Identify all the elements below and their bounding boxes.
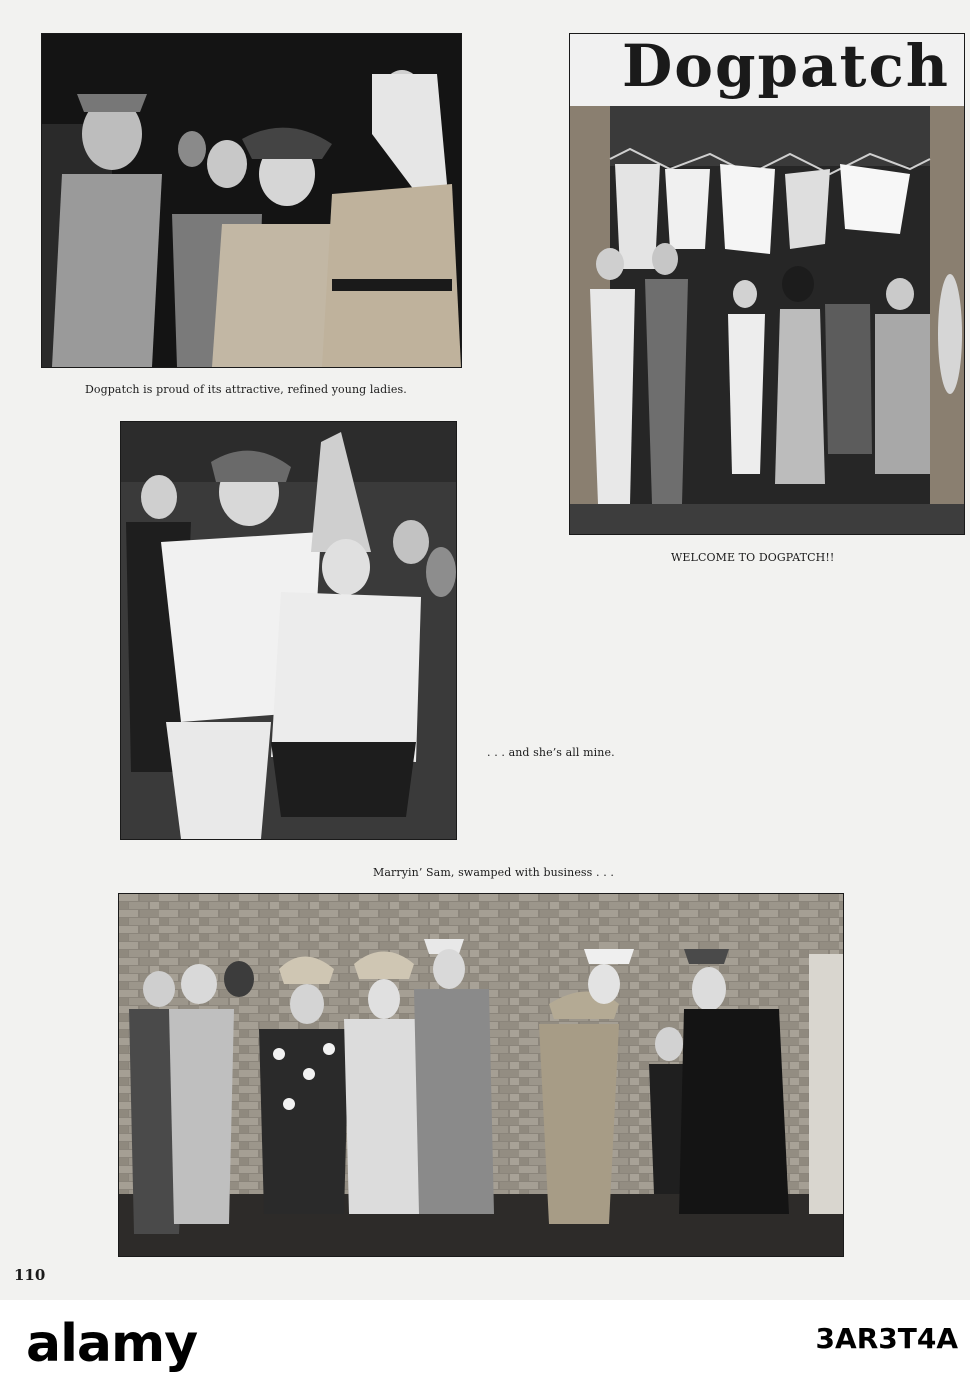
stock-footer <box>0 1300 970 1390</box>
page-number: 110 <box>14 1266 46 1284</box>
photo-welcome-dogpatch-image <box>570 34 964 534</box>
photo-shes-all-mine-image <box>121 422 456 839</box>
caption-welcome-dogpatch: WELCOME TO DOGPATCH!! <box>671 551 835 564</box>
dogpatch-sign: Dogpatch <box>622 33 950 100</box>
photo-dogpatch-ladies <box>41 33 462 368</box>
caption-dogpatch-ladies: Dogpatch is proud of its attractive, refined young ladies. <box>85 383 407 396</box>
photo-shes-all-mine <box>120 421 457 840</box>
caption-marryin-sam: Marryin’ Sam, swamped with business . . . <box>373 866 614 879</box>
photo-dogpatch-ladies-image <box>42 34 461 367</box>
photo-marryin-sam <box>118 893 844 1257</box>
image-id: 3AR3T4A <box>815 1322 958 1355</box>
caption-shes-all-mine: . . . and she’s all mine. <box>487 746 615 759</box>
photo-welcome-dogpatch <box>569 33 965 535</box>
photo-marryin-sam-image <box>119 894 843 1256</box>
alamy-logo: alamy <box>26 1314 198 1374</box>
